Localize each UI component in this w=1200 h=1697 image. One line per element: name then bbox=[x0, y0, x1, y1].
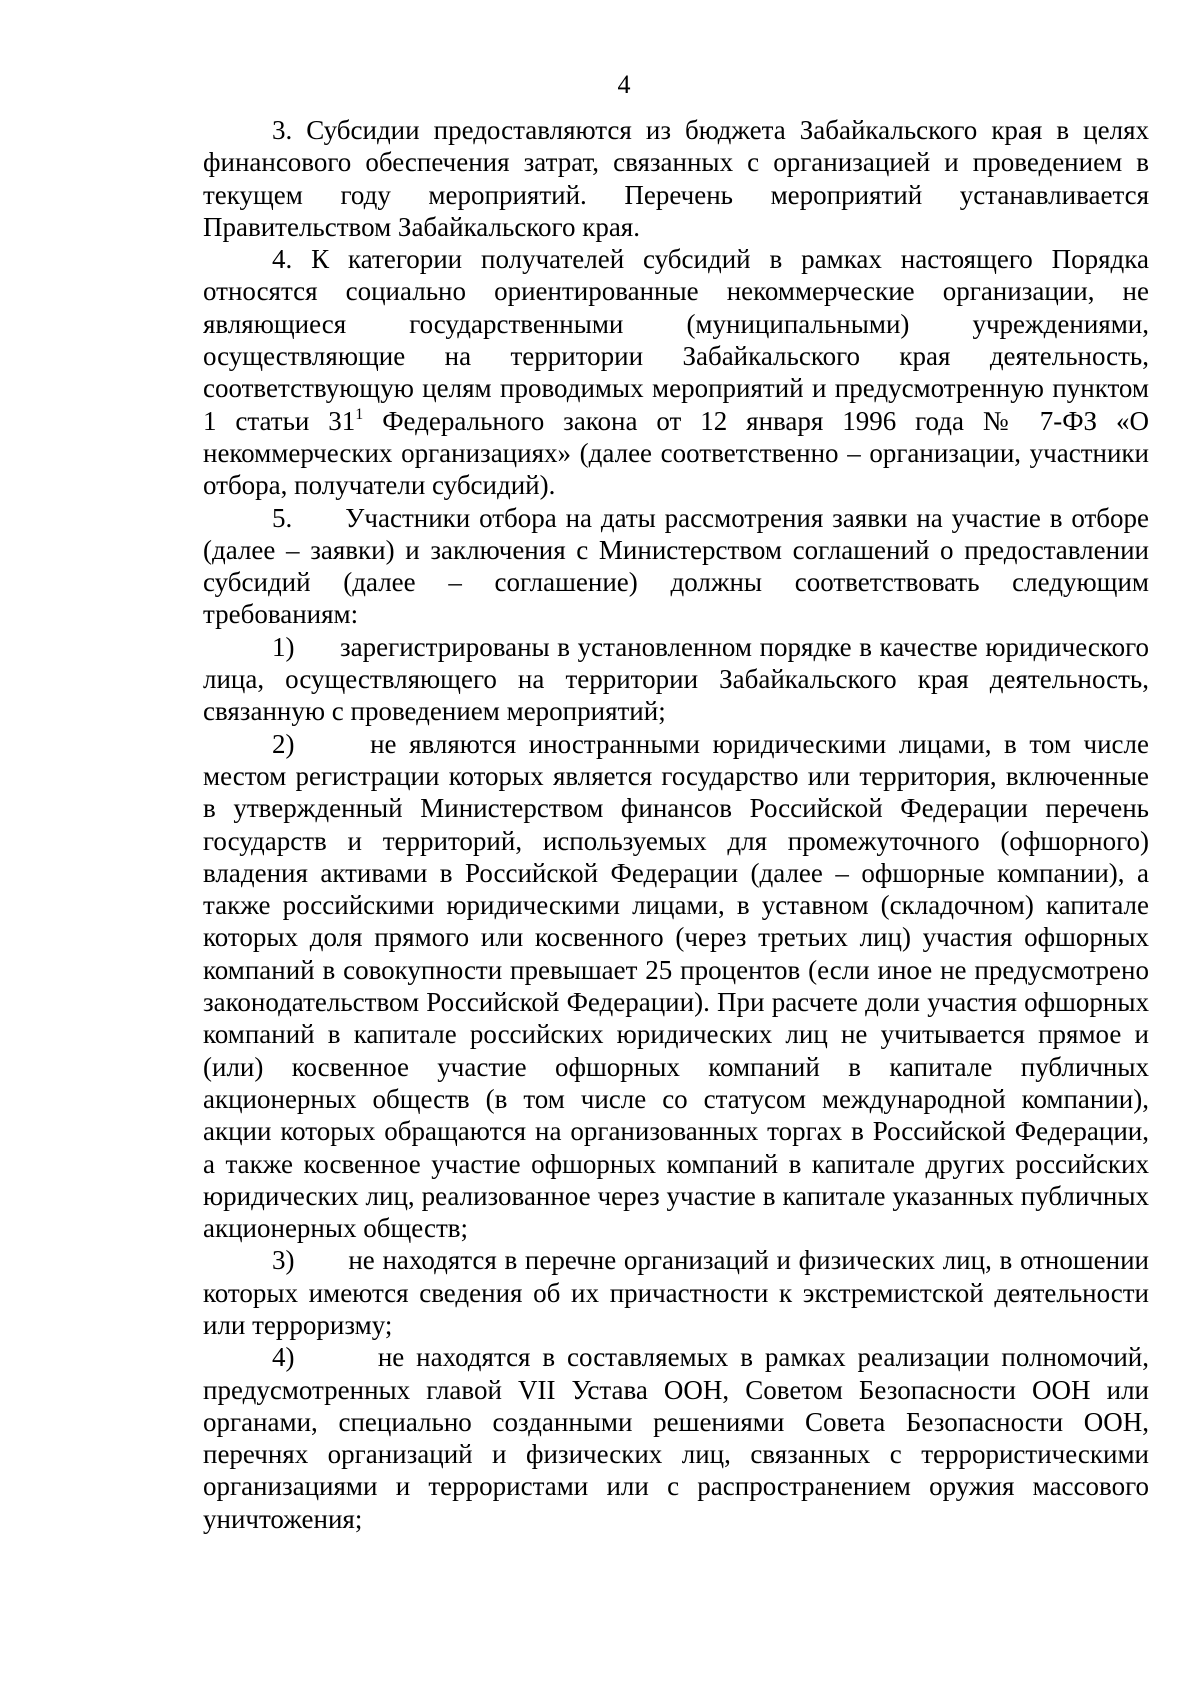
paragraph-5: 5. Участники отбора на даты рассмотрения заявки на участие в отборе (далее – заявки) и заключения с Министерством соглашений о предоставлении субсидий (далее – соглашение) должны соответствовать следующим требованиям: bbox=[203, 502, 1149, 630]
requirement-item-2: 2) не являются иностранными юридическими лицами, в том числе местом регистрации которых является государство или территория, включенные в утвержденный Министерством финансов Российской Федерации перечень государств и территорий, используемых для промежуточного (офшорного) владения активами в Российской Федерации (далее – офшорные компании), а также российскими юридическими лицами, в уставном (складочном) капитале которых доля прямого или косвенного (через третьих лиц) участия офшорных компаний в совокупности превышает 25 процентов (если иное не предусмотрено законодательством Российской Федерации). При расчете доли участия офшорных компаний в капитале российских юридических лиц не учитывается прямое и (или) косвенное участие офшорных компаний в капитале публичных акционерных обществ (в том числе со статусом международной компании), акции которых обращаются на организованных торгах в Российской Федерации, а также косвенное участие офшорных компаний в капитале других российских юридических лиц, реализованное через участие в капитале указанных публичных акционерных обществ; bbox=[203, 728, 1149, 1244]
paragraph-4-text-end: Федерального закона от 12 января 1996 года № 7-ФЗ «О некоммерческих организациях» (далее соответственно – организации, участники отбора, получатели субсидий). bbox=[203, 405, 1149, 501]
requirement-item-4: 4) не находятся в составляемых в рамках реализации полномочий, предусмотренных главой VII Устава ООН, Советом Безопасности ООН или органами, специально созданными решениями Совета Безопасности ООН, перечнях организаций и физических лиц, связанных с террористическими организациями и террористами или с распространением оружия массового уничтожения; bbox=[203, 1342, 1149, 1534]
requirement-item-1: 1) зарегистрированы в установленном порядке в качестве юридического лица, осуществляющего на территории Забайкальского края деятельность, связанную с проведением мероприятий; bbox=[203, 631, 1149, 727]
page-number: 4 bbox=[617, 70, 631, 99]
paragraph-3: 3. Субсидии предоставляются из бюджета Забайкальского края в целях финансового обеспечения затрат, связанных с организацией и проведением в текущем году мероприятий. Перечень мероприятий устанавливается Правительством Забайкальского края. bbox=[203, 115, 1149, 242]
document-body bbox=[203, 114, 1149, 1535]
paragraph-4 bbox=[203, 243, 1149, 501]
paragraph-4-text-start: 4. К категории получателей субсидий в рамках настоящего Порядка относятся социально ориентированные некоммерческие организации, не являющиеся государственными (муниципальными) учреждениями, осуществляющие на территории Забайкальского края деятельность, соответствующую целям проводимых мероприятий и предусмотренную пунктом 1 статьи 31 bbox=[203, 244, 1149, 436]
requirement-item-3: 3) не находятся в перечне организаций и физических лиц, в отношении которых имеются сведения об их причастности к экстремистской деятельности или терроризму; bbox=[203, 1245, 1149, 1340]
superscript-article-number: 1 bbox=[355, 405, 364, 423]
